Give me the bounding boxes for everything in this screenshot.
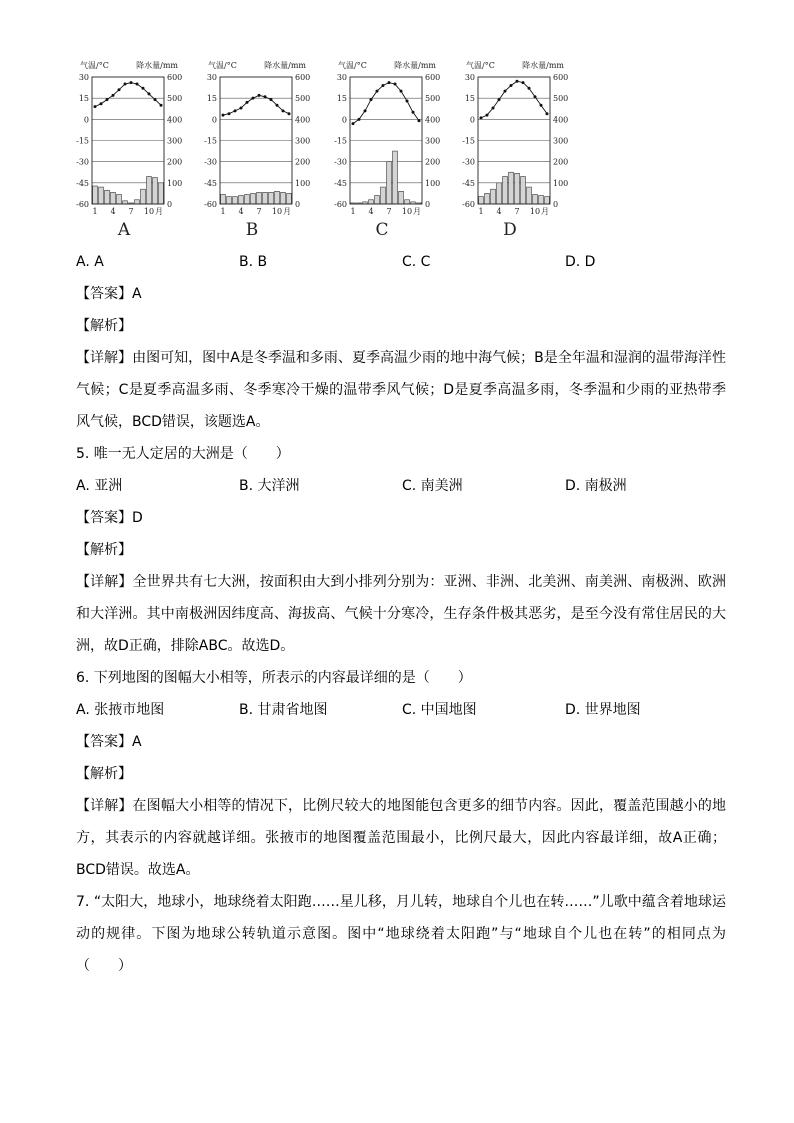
temperature-point [364, 109, 367, 112]
q6-answer: 【答案】A [76, 734, 142, 750]
temperature-tick-label: 0 [341, 115, 347, 125]
temperature-point [142, 87, 145, 90]
precipitation-axis-title: 降水量/mm [136, 61, 178, 70]
month-tick-label: 4 [496, 207, 502, 216]
temperature-point [540, 104, 543, 107]
month-axis-label: 月 [155, 207, 163, 216]
month-tick-label: 7 [386, 207, 392, 216]
temperature-point [118, 88, 121, 91]
precipitation-bar [105, 190, 110, 204]
q4-option-a[interactable]: A. A [76, 254, 104, 270]
precipitation-bar [369, 200, 374, 204]
temperature-tick-label: -60 [334, 200, 347, 209]
q5-option-a[interactable]: A. 亚洲 [76, 478, 123, 494]
temperature-point [418, 119, 421, 122]
temperature-point [528, 87, 531, 90]
precipitation-bar [375, 196, 380, 204]
temperature-point [480, 116, 483, 119]
q5-answer: 【答案】D [76, 510, 143, 526]
temperature-tick-label: -15 [76, 136, 89, 146]
temperature-point [240, 107, 243, 110]
temperature-tick-label: -60 [204, 200, 217, 209]
precipitation-axis-title: 降水量/mm [394, 61, 436, 70]
precipitation-axis-title: 降水量/mm [522, 61, 564, 70]
climate-chart-b [204, 60, 310, 240]
month-tick-label: 1 [220, 207, 226, 216]
chart-label: C [375, 220, 389, 240]
precipitation-bar [281, 192, 286, 204]
q4-options [76, 246, 726, 278]
precipitation-tick-label: 400 [295, 115, 311, 125]
precipitation-bar [251, 193, 256, 204]
temperature-point [228, 112, 231, 115]
precipitation-tick-label: 100 [553, 178, 569, 188]
temperature-point [154, 98, 157, 101]
month-tick-label: 10 [401, 207, 413, 216]
temperature-point [112, 94, 115, 97]
temperature-point [486, 114, 489, 117]
precipitation-tick-label: 100 [295, 178, 311, 188]
precipitation-tick-label: 200 [425, 157, 441, 167]
precipitation-bar [117, 194, 122, 204]
q4-detail-label: 【详解】 [76, 350, 133, 366]
q6-options [76, 694, 726, 726]
temperature-point [516, 80, 519, 83]
precipitation-bar [539, 196, 544, 204]
temperature-point [258, 94, 261, 97]
precipitation-bar [545, 197, 550, 204]
q6-option-b[interactable]: B. 甘肃省地图 [239, 702, 328, 718]
temperature-tick-label: -45 [76, 178, 89, 188]
q6-detail [76, 790, 726, 886]
precipitation-tick-label: 100 [425, 178, 441, 188]
temperature-line [353, 83, 419, 124]
precipitation-tick-label: 600 [295, 73, 311, 82]
month-tick-label: 10 [271, 207, 283, 216]
q5-detail-label: 【详解】 [76, 574, 133, 590]
month-tick-label: 4 [238, 207, 244, 216]
month-tick-label: 7 [256, 207, 262, 216]
q6-option-a[interactable]: A. 张掖市地图 [76, 702, 165, 718]
precipitation-bar [153, 178, 158, 204]
temperature-point [400, 90, 403, 93]
q7-stem: 7. “太阳大，地球小，地球绕着太阳跑……星儿移，月儿转，地球自个儿也在转……”儿歌中蕴含着地球运动的规律。下图为地球公转轨道示意图。图中“地球绕着太阳跑”与“地球自个儿也在转”的相同点为（ ） [76, 894, 726, 974]
temperature-tick-label: -30 [462, 157, 475, 167]
q6-stem: 6. 下列地图的图幅大小相等，所表示的内容最详细的是（ ） [76, 670, 472, 686]
temperature-point [148, 92, 151, 95]
precipitation-bar [399, 191, 404, 204]
q6-detail-label: 【详解】 [76, 798, 133, 814]
temperature-point [510, 84, 513, 87]
temperature-axis-title: 气温/°C [80, 61, 109, 70]
temperature-tick-label: -45 [204, 178, 217, 188]
temperature-tick-label: -45 [334, 178, 347, 188]
month-tick-label: 10 [529, 207, 541, 216]
precipitation-tick-label: 400 [167, 115, 183, 125]
temperature-tick-label: -60 [462, 200, 475, 209]
temperature-point [246, 101, 249, 104]
q4-option-d[interactable]: D. D [565, 254, 596, 270]
precipitation-bar [527, 187, 532, 204]
temperature-tick-label: -60 [76, 200, 89, 209]
temperature-tick-label: 30 [206, 73, 217, 82]
precipitation-tick-label: 300 [295, 136, 311, 146]
precipitation-tick-label: 600 [425, 73, 441, 82]
temperature-point [222, 114, 225, 117]
temperature-tick-label: 30 [464, 73, 475, 82]
month-tick-label: 1 [92, 207, 98, 216]
q6-detail-text: 在图幅大小相等的情况下，比例尺较大的地图能包含更多的细节内容。因此，覆盖范围越小的地方，其表示的内容就越详细。张掖市的地图覆盖范围最小，比例尺最大，因此内容最详细，故A正确；BCD错误。故选A。 [76, 798, 727, 878]
temperature-point [504, 90, 507, 93]
temperature-tick-label: 15 [336, 94, 347, 104]
temperature-point [394, 83, 397, 86]
temperature-point [106, 98, 109, 101]
temperature-point [94, 105, 97, 108]
temperature-tick-label: 30 [336, 73, 347, 82]
q5-detail [76, 566, 726, 662]
precipitation-bar [381, 187, 386, 204]
temperature-point [388, 81, 391, 84]
precipitation-bar [405, 200, 410, 204]
precipitation-bar [221, 194, 226, 204]
precipitation-bar [491, 189, 496, 204]
precipitation-tick-label: 0 [295, 200, 301, 209]
temperature-point [376, 90, 379, 93]
temperature-tick-label: 0 [211, 115, 217, 125]
precipitation-tick-label: 100 [167, 178, 183, 188]
q4-option-c[interactable]: C. C [402, 254, 431, 270]
temperature-axis-title: 气温/°C [338, 61, 367, 70]
precipitation-bar [233, 197, 238, 204]
month-tick-label: 7 [128, 207, 134, 216]
precipitation-bar [111, 192, 116, 204]
q5-option-d[interactable]: D. 南极洲 [565, 478, 627, 494]
temperature-point [270, 98, 273, 101]
climate-charts [0, 0, 794, 250]
month-axis-label: 月 [283, 207, 291, 216]
q5-options [76, 470, 726, 502]
temperature-point [276, 104, 279, 107]
q5-option-b[interactable]: B. 大洋洲 [239, 478, 300, 494]
temperature-line [95, 83, 161, 107]
month-tick-label: 4 [110, 207, 116, 216]
climate-chart-d [462, 60, 568, 240]
precipitation-bar [147, 176, 152, 204]
temperature-point [282, 109, 285, 112]
precipitation-tick-label: 0 [553, 200, 559, 209]
precipitation-bar [521, 176, 526, 204]
q4-analysis: 【解析】 [76, 318, 132, 334]
precipitation-bar [387, 162, 392, 204]
month-axis-label: 月 [541, 207, 549, 216]
precipitation-tick-label: 600 [167, 73, 183, 82]
precipitation-bar [485, 193, 490, 204]
temperature-point [352, 122, 355, 125]
temperature-tick-label: 15 [464, 94, 475, 104]
temperature-point [124, 83, 127, 86]
temperature-point [264, 95, 267, 98]
temperature-point [498, 98, 501, 101]
temperature-tick-label: 30 [78, 73, 89, 82]
temperature-line [481, 81, 547, 118]
q5-option-c[interactable]: C. 南美洲 [402, 478, 463, 494]
precipitation-bar [93, 186, 98, 204]
temperature-point [100, 102, 103, 105]
temperature-point [288, 112, 291, 115]
q6-analysis: 【解析】 [76, 766, 132, 782]
temperature-point [546, 112, 549, 115]
precipitation-tick-label: 200 [295, 157, 311, 167]
precipitation-bar [141, 189, 146, 204]
precipitation-tick-label: 300 [167, 136, 183, 146]
precipitation-bar [245, 194, 250, 204]
climate-chart-a [76, 60, 182, 240]
temperature-point [136, 83, 139, 86]
temperature-tick-label: 15 [78, 94, 89, 104]
precipitation-tick-label: 500 [553, 94, 569, 104]
q5-analysis: 【解析】 [76, 542, 132, 558]
temperature-tick-label: -30 [204, 157, 217, 167]
precipitation-axis-title: 降水量/mm [264, 61, 306, 70]
temperature-tick-label: -15 [334, 136, 347, 146]
temperature-tick-label: 15 [206, 94, 217, 104]
month-tick-label: 1 [478, 207, 484, 216]
chart-label: D [503, 220, 517, 240]
q6-option-d[interactable]: D. 世界地图 [565, 702, 641, 718]
precipitation-bar [275, 191, 280, 204]
precipitation-bar [393, 151, 398, 204]
precipitation-tick-label: 300 [425, 136, 441, 146]
temperature-point [522, 81, 525, 84]
temperature-point [492, 107, 495, 110]
month-axis-label: 月 [413, 207, 421, 216]
precipitation-bar [503, 176, 508, 204]
precipitation-bar [257, 192, 262, 204]
precipitation-bar [533, 194, 538, 204]
temperature-point [412, 111, 415, 114]
q4-answer: 【答案】A [76, 286, 142, 302]
precipitation-bar [509, 172, 514, 204]
precipitation-bar [99, 187, 104, 204]
temperature-point [382, 84, 385, 87]
temperature-point [534, 95, 537, 98]
question-content [76, 246, 726, 982]
temperature-point [130, 81, 133, 84]
chart-label: B [245, 220, 259, 240]
q4-detail-text: 由图可知，图中A是冬季温和多雨、夏季高温少雨的地中海气候；B是全年温和湿润的温带海洋性气候；C是夏季高温多雨、冬季寒冷干燥的温带季风气候；D是夏季高温多雨，冬季温和少雨的亚热带季风气候，BCD错误，该题选A。 [76, 350, 726, 430]
temperature-tick-label: -30 [334, 157, 347, 167]
q5-detail-text: 全世界共有七大洲，按面积由大到小排列分别为：亚洲、非洲、北美洲、南美洲、南极洲、欧洲和大洋洲。其中南极洲因纬度高、海拔高、气候十分寒冷，生存条件极其恶劣，是至今没有常住居民的大洲，故D正确，排除ABC。故选D。 [76, 574, 727, 654]
precipitation-bar [159, 183, 164, 204]
chart-label: A [117, 220, 131, 240]
climate-chart-c [334, 60, 440, 240]
temperature-tick-label: 0 [469, 115, 475, 125]
precipitation-tick-label: 300 [553, 136, 569, 146]
precipitation-tick-label: 400 [553, 115, 569, 125]
precipitation-bar [227, 197, 232, 204]
precipitation-bar [515, 173, 520, 204]
precipitation-bar [479, 197, 484, 204]
precipitation-tick-label: 500 [295, 94, 311, 104]
temperature-point [234, 109, 237, 112]
precipitation-bar [269, 192, 274, 204]
temperature-point [160, 104, 163, 107]
q6-option-c[interactable]: C. 中国地图 [402, 702, 477, 718]
precipitation-tick-label: 0 [425, 200, 431, 209]
q5-stem: 5. 唯一无人定居的大洲是（ ） [76, 446, 290, 462]
precipitation-tick-label: 0 [167, 200, 173, 209]
temperature-tick-label: -45 [462, 178, 475, 188]
temperature-tick-label: 0 [83, 115, 89, 125]
month-tick-label: 7 [514, 207, 520, 216]
temperature-point [406, 99, 409, 102]
precipitation-tick-label: 500 [425, 94, 441, 104]
precipitation-bar [135, 200, 140, 204]
precipitation-bar [263, 192, 268, 204]
precipitation-bar [287, 193, 292, 204]
q4-detail [76, 342, 726, 438]
precipitation-bar [239, 196, 244, 204]
temperature-point [252, 97, 255, 100]
precipitation-tick-label: 400 [425, 115, 441, 125]
month-tick-label: 4 [368, 207, 374, 216]
precipitation-tick-label: 200 [167, 157, 183, 167]
month-tick-label: 10 [143, 207, 155, 216]
q4-option-b[interactable]: B. B [239, 254, 268, 270]
temperature-point [358, 118, 361, 121]
temperature-tick-label: -30 [76, 157, 89, 167]
temperature-tick-label: -15 [204, 136, 217, 146]
temperature-axis-title: 气温/°C [208, 61, 237, 70]
precipitation-bar [497, 183, 502, 204]
month-tick-label: 1 [350, 207, 356, 216]
temperature-tick-label: -15 [462, 136, 475, 146]
precipitation-bar [123, 201, 128, 204]
temperature-axis-title: 气温/°C [466, 61, 495, 70]
precipitation-tick-label: 200 [553, 157, 569, 167]
precipitation-tick-label: 600 [553, 73, 569, 82]
temperature-point [370, 98, 373, 101]
precipitation-tick-label: 500 [167, 94, 183, 104]
